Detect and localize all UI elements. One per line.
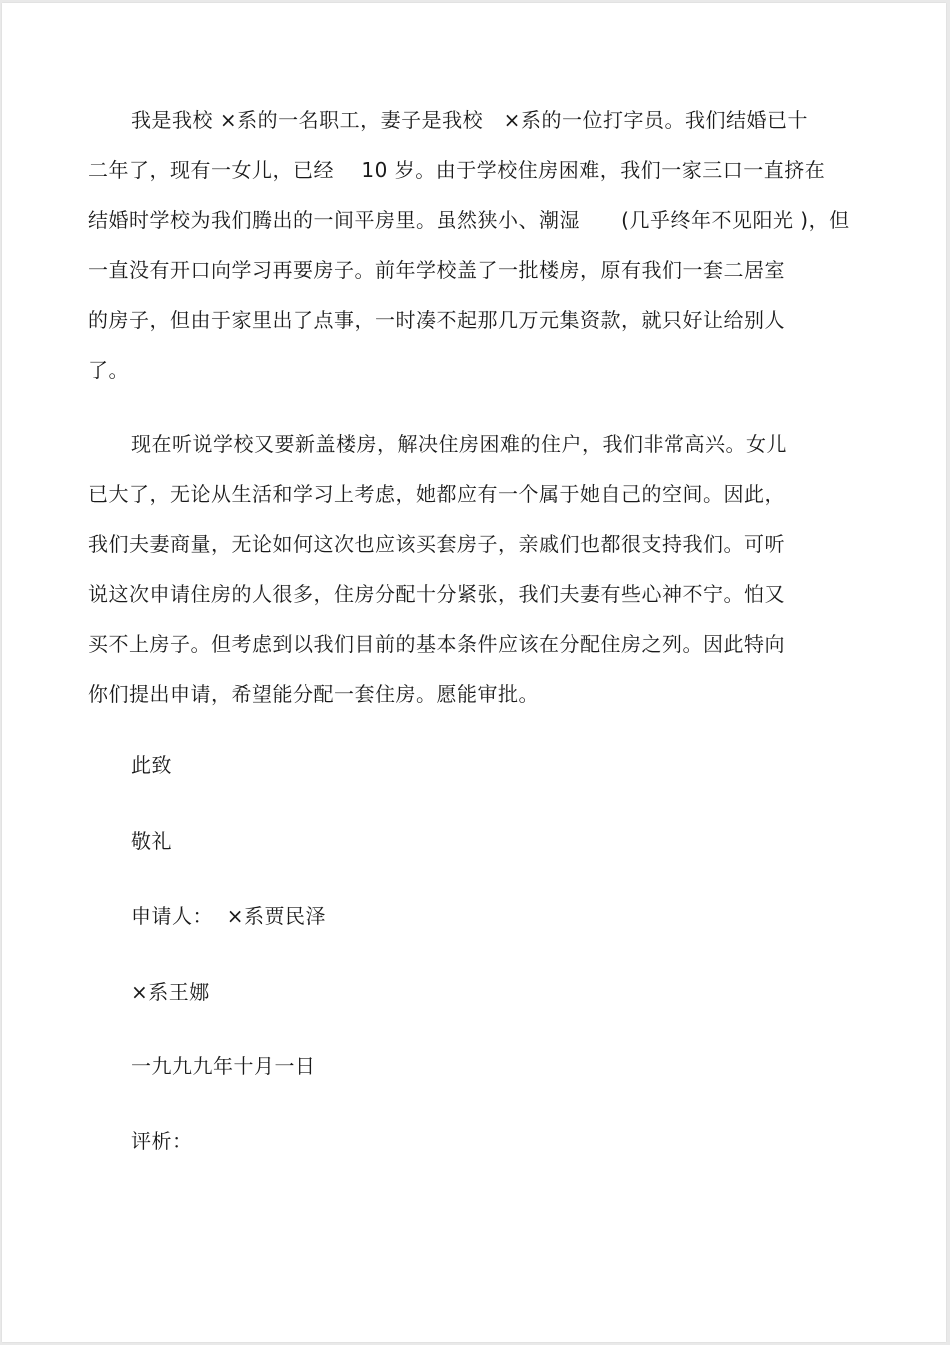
paragraph-line: 你们提出申请，希望能分配一套住房。愿能审批。 (88, 682, 539, 706)
date: 一九九九年十月一日 (131, 1054, 316, 1078)
paragraph-background (88, 95, 868, 395)
document-page (2, 3, 946, 1342)
paragraph-line: 一直没有开口向学习再要房子。前年学校盖了一批楼房，原有我们一套二居室 (88, 258, 785, 282)
paragraph-line: 了。 (88, 358, 129, 382)
paragraph-request (88, 419, 868, 719)
salutation: 此致 (131, 753, 172, 777)
regards: 敬礼 (131, 829, 172, 853)
paragraph-line: 结婚时学校为我们腾出的一间平房里。虽然狭小、潮湿 (几乎终年不见阳光 )，但 (88, 208, 850, 232)
paragraph-line: 我们夫妻商量，无论如何这次也应该买套房子，亲戚们也都很支持我们。可听 (88, 532, 785, 556)
paragraph-line: 二年了，现有一女儿，已经 10 岁。由于学校住房困难，我们一家三口一直挤在 (88, 158, 826, 182)
applicant-signature: 申请人： ×系贾民泽 (131, 904, 326, 928)
applicant-signature-second: ×系王娜 (131, 980, 210, 1004)
paragraph-line: 说这次申请住房的人很多，住房分配十分紧张，我们夫妻有些心神不宁。怕又 (88, 582, 785, 606)
paragraph-line: 现在听说学校又要新盖楼房，解决住房困难的住户，我们非常高兴。女儿 (131, 432, 787, 456)
paragraph-line: 买不上房子。但考虑到以我们目前的基本条件应该在分配住房之列。因此特向 (88, 632, 785, 656)
analysis-label: 评析： (131, 1129, 193, 1153)
paragraph-line: 的房子，但由于家里出了点事，一时凑不起那几万元集资款，就只好让给别人 (88, 308, 785, 332)
paragraph-line: 已大了，无论从生活和学习上考虑，她都应有一个属于她自己的空间。因此， (88, 482, 785, 506)
paragraph-line: 我是我校 ×系的一名职工，妻子是我校 ×系的一位打字员。我们结婚已十 (131, 108, 808, 132)
